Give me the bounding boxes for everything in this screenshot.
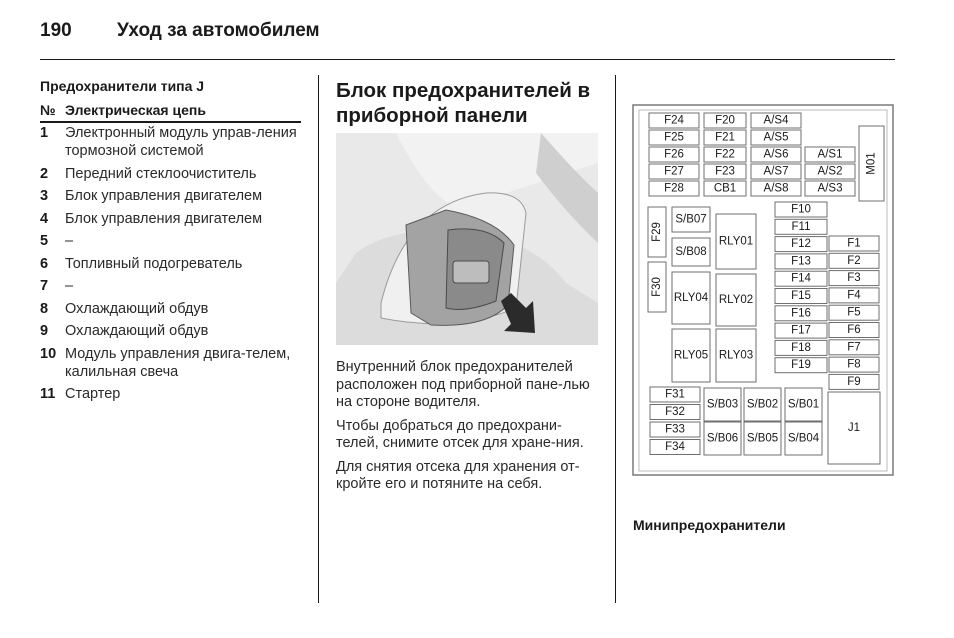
fuse-label-f13: F13	[791, 255, 811, 268]
fuse-label-f5: F5	[847, 306, 861, 319]
fuse-label-rly03: RLY03	[718, 349, 754, 362]
fuse-label-f18: F18	[791, 341, 811, 354]
fuse-label-sb03: S/B03	[706, 398, 739, 411]
row-circuit: Модуль управления двига-телем, калильная свеча	[65, 345, 291, 380]
column-header-number: №	[40, 102, 56, 118]
table-row	[40, 165, 301, 183]
fuse-label-as5: A/S5	[763, 131, 789, 144]
fuse-label-f4: F4	[847, 289, 861, 302]
table-row	[40, 345, 301, 381]
row-circuit: –	[65, 278, 74, 294]
row-number: 10	[40, 345, 57, 362]
fuse-label-as3: A/S3	[817, 182, 843, 195]
table-row	[40, 385, 301, 403]
fuse-label-sb01: S/B01	[787, 398, 820, 411]
table-row	[40, 210, 301, 228]
column-divider-left	[318, 75, 319, 603]
table-row	[40, 300, 301, 318]
fuse-label-as4: A/S4	[763, 114, 789, 127]
fuse-label-f16: F16	[791, 307, 811, 320]
fuse-label-f28: F28	[664, 182, 684, 195]
fuse-label-f32: F32	[665, 406, 685, 418]
fuse-label-rly02: RLY02	[718, 294, 754, 306]
fuse-label-rly05: RLY05	[673, 349, 709, 362]
row-number: 4	[40, 210, 49, 227]
table-header	[40, 101, 301, 123]
fuse-label-f22: F22	[715, 148, 735, 161]
fuse-label-f12: F12	[791, 238, 811, 251]
column-divider-right	[615, 75, 616, 603]
row-circuit: Охлаждающий обдув	[65, 300, 209, 317]
fuse-label-f9: F9	[847, 375, 861, 388]
fuse-label-f20: F20	[715, 114, 735, 127]
fuse-label-f3: F3	[847, 272, 861, 285]
fuse-label-j1: J1	[847, 422, 861, 434]
fuse-label-as8: A/S8	[763, 182, 789, 195]
body-text	[336, 359, 602, 500]
paragraph: Внутренний блок предохранителей расположен под приборной пане-лью на стороне водителя.	[336, 359, 590, 410]
table-row	[40, 255, 301, 273]
fuse-label-f24: F24	[664, 114, 684, 127]
row-number: 7	[40, 278, 49, 294]
diagram-caption: Минипредохранители	[633, 517, 786, 533]
row-circuit: –	[65, 233, 74, 249]
table-row	[40, 322, 301, 340]
fuse-label-as7: A/S7	[763, 165, 789, 178]
table-row	[40, 187, 301, 205]
row-circuit: Охлаждающий обдув	[65, 323, 209, 339]
fuse-label-as2: A/S2	[817, 165, 843, 178]
row-number: 1	[40, 125, 49, 141]
fuse-label-sb05: S/B05	[746, 432, 779, 445]
fuse-label-f31: F31	[665, 388, 685, 401]
fuse-label-sb07: S/B07	[675, 213, 707, 226]
dashboard-photo	[336, 133, 598, 345]
table-row	[40, 277, 301, 295]
fuse-label-rly04: RLY04	[673, 292, 709, 304]
row-number: 6	[40, 255, 49, 272]
row-number: 2	[40, 165, 49, 182]
fuse-label-f7: F7	[847, 341, 861, 354]
fuse-label-f23: F23	[715, 165, 735, 178]
section-heading	[336, 78, 590, 128]
fuse-label-cb1: CB1	[713, 182, 737, 195]
fuse-label-f21: F21	[715, 131, 735, 144]
fuse-label-f34: F34	[665, 441, 685, 453]
fuse-label-sb02: S/B02	[746, 398, 779, 411]
fuse-label-f30: F30	[651, 277, 663, 297]
column-header-circuit: Электрическая цепь	[65, 102, 206, 118]
row-number: 11	[40, 386, 56, 402]
fuse-label-f25: F25	[664, 131, 684, 144]
fuse-label-f2: F2	[847, 254, 861, 267]
fuse-label-sb08: S/B08	[675, 246, 707, 258]
fuse-label-sb06: S/B06	[706, 432, 739, 445]
fuse-label-as1: A/S1	[817, 148, 843, 161]
page-title: Уход за автомобилем	[117, 20, 320, 41]
table-row	[40, 124, 301, 160]
header-rule	[40, 59, 895, 60]
row-circuit: Топливный подогреватель	[65, 255, 243, 272]
fuse-label-m01: M01	[865, 152, 878, 175]
fuse-label-f1: F1	[847, 237, 861, 250]
row-number: 8	[40, 300, 49, 317]
row-number: 9	[40, 323, 49, 339]
heading-line-2: приборной панели	[336, 104, 528, 127]
fuse-label-f6: F6	[847, 324, 861, 336]
fuse-label-f14: F14	[791, 272, 811, 285]
row-circuit: Электронный модуль управ-ления тормозной системой	[65, 125, 297, 159]
paragraph: Чтобы добраться до предохрани-телей, снимите отсек для хране-ния.	[336, 417, 584, 451]
fuse-label-f29: F29	[651, 222, 663, 242]
fuse-label-f8: F8	[847, 358, 861, 371]
table-row	[40, 232, 301, 250]
row-number: 5	[40, 233, 49, 249]
row-circuit: Передний стеклоочиститель	[65, 165, 257, 182]
row-circuit: Стартер	[65, 386, 121, 402]
fuse-label-rly01: RLY01	[718, 235, 754, 248]
fuse-label-f26: F26	[664, 148, 684, 161]
paragraph: Для снятия отсека для хранения от-кройте его и потяните на себя.	[336, 458, 580, 492]
fuse-label-f10: F10	[791, 203, 811, 216]
fuse-label-f19: F19	[791, 359, 811, 372]
fuse-label-f33: F33	[665, 423, 685, 436]
fuse-label-f15: F15	[791, 290, 811, 302]
fuse-box-diagram	[632, 104, 894, 504]
page-number: 190	[40, 20, 72, 41]
row-circuit: Блок управления двигателем	[65, 210, 263, 227]
fuse-table	[40, 124, 301, 408]
fuse-label-f17: F17	[791, 324, 811, 337]
fuse-label-f27: F27	[664, 165, 684, 178]
fuse-label-as6: A/S6	[763, 148, 789, 161]
heading-line-1: Блок предохранителей в	[336, 79, 591, 102]
section-subtitle: Предохранители типа J	[40, 78, 205, 94]
fuse-label-sb04: S/B04	[787, 432, 820, 445]
row-number: 3	[40, 188, 49, 204]
fuse-label-f11: F11	[791, 220, 811, 233]
row-circuit: Блок управления двигателем	[65, 188, 263, 204]
